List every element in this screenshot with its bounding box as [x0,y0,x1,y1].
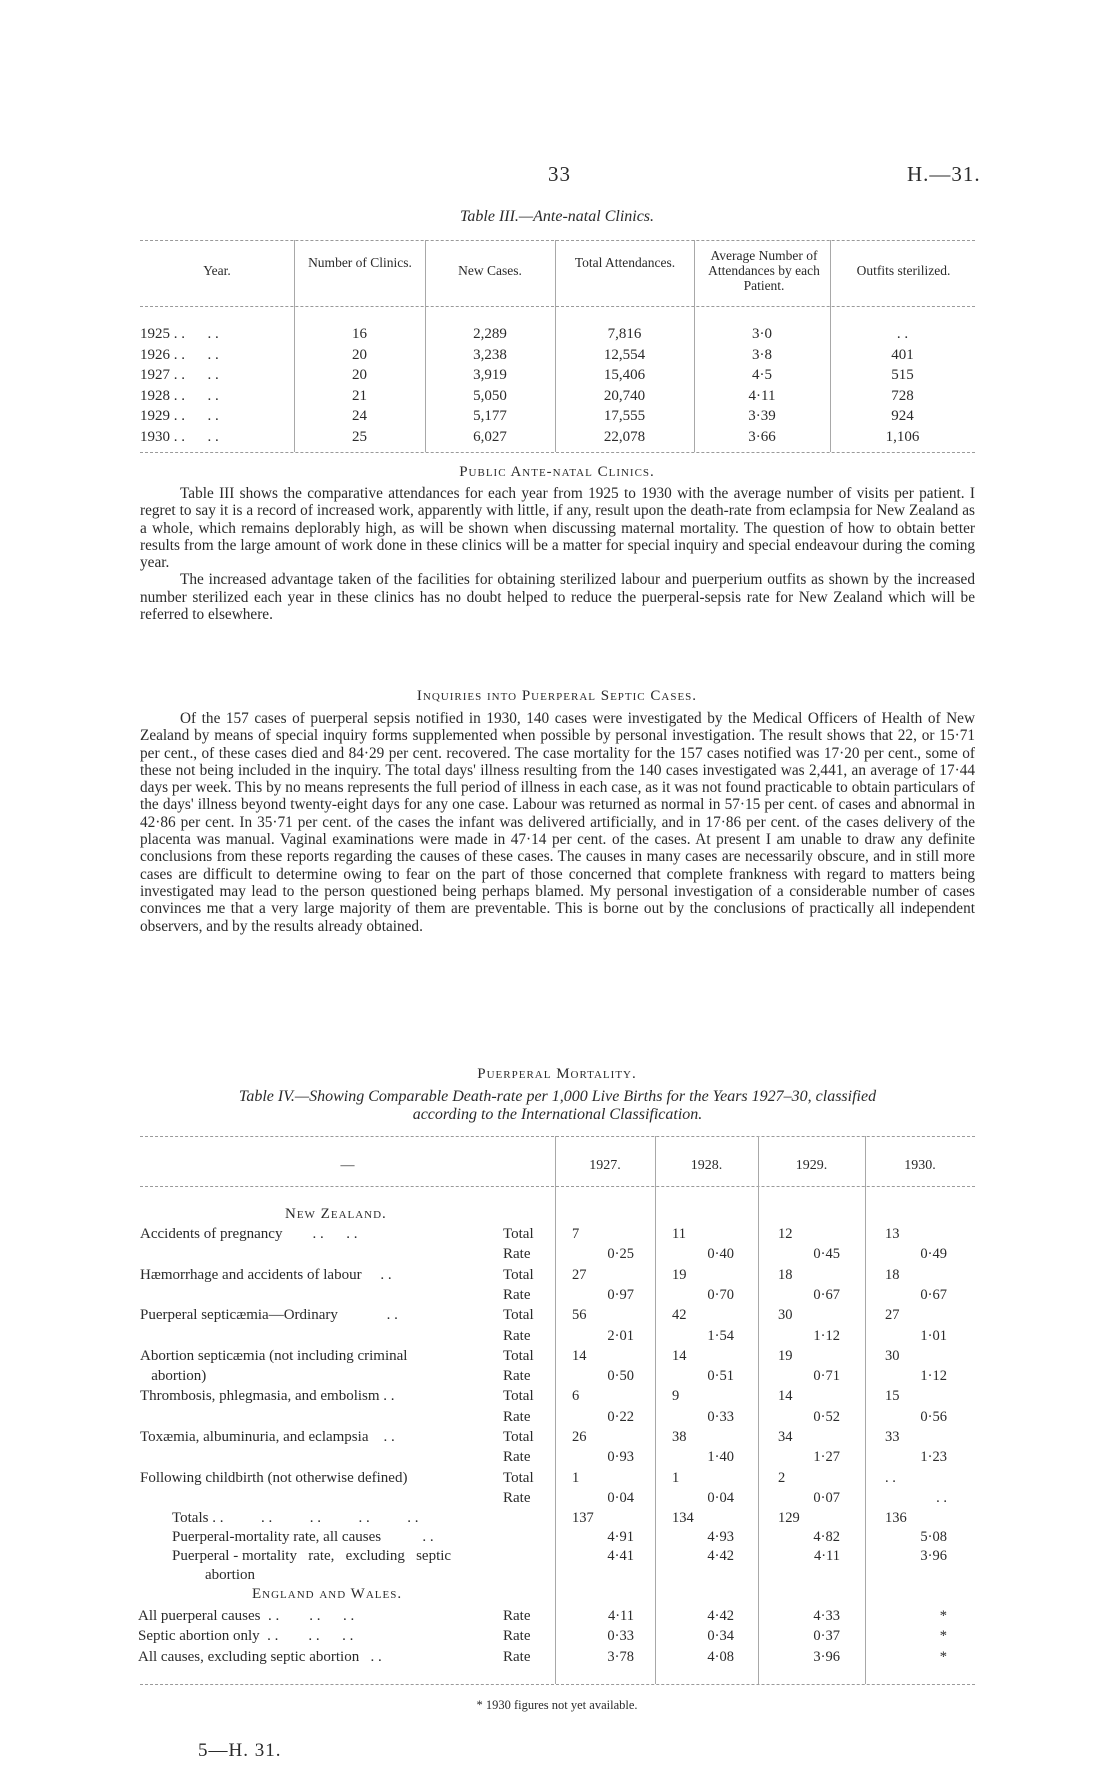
table-3-header-year: Year. [203,263,231,278]
table-4-value-cell: 4·42 [707,1548,734,1564]
table-4-value-cell: * [939,1628,947,1645]
table-3-year-cell: 1930 . . . . [140,428,219,445]
table-4-value-cell: 12 [778,1226,793,1242]
table-4-row-kind: Total [503,1266,534,1283]
table-4-col-divider [758,1136,759,1684]
table-4-row-kind: Rate [503,1327,531,1344]
table-4-col-divider [555,1136,556,1684]
table-4-value-cell: 1·12 [920,1368,947,1385]
table-4-value-cell: 1 [572,1469,580,1486]
table-4-row-kind: Total [503,1388,534,1405]
table-4-value-cell: 0·97 [607,1286,634,1303]
table-4-value-cell: 19 [778,1347,793,1364]
table-4-value-cell: 1·27 [813,1449,840,1466]
table-4-value-cell: 1·40 [707,1449,734,1466]
table-4-value-cell: 27 [572,1266,587,1283]
table-4-row-kind: Total [503,1226,534,1242]
table-4-value-cell: 4·11 [813,1548,840,1564]
table-4-row-label: Accidents of pregnancy . . . . [140,1226,358,1242]
table-4-value-cell: 4·93 [707,1529,734,1545]
table-4-bottom-rule [140,1684,975,1685]
table-4-row-kind: Rate [503,1449,531,1466]
table-4-value-cell: * [939,1648,947,1665]
table-4-value-cell: 0·37 [813,1628,840,1645]
table-4-value-cell: 0·49 [920,1246,947,1263]
table-4-value-cell: 9 [672,1388,680,1405]
table-3-cell: 3·8 [752,346,772,363]
table-3-cell: 3,238 [473,346,507,363]
table-4-value-cell: . . [885,1469,896,1486]
table-4-caption-line: according to the International Classification. [412,1106,703,1123]
table-4-value-cell: 0·04 [607,1489,634,1506]
table-4-caption [140,1088,975,1124]
table-4-value-cell: 0·93 [607,1449,634,1466]
table-4-value-cell: 137 [572,1510,594,1526]
table-3-cell: 3·66 [748,428,776,445]
table-4-value-cell: 0·71 [813,1368,840,1385]
table-3-header-rule [140,306,975,307]
table-4-value-cell: 26 [572,1429,587,1445]
table-3-cell: 515 [891,367,914,383]
table-4-value-cell: 18 [778,1266,793,1283]
table-4-row-label: Abortion septicæmia (not including criminal [140,1347,408,1364]
table-3-cell: 4·5 [752,367,772,383]
table-4-row-kind: Rate [503,1628,531,1645]
table-3-cell: 1,106 [885,428,920,445]
table-3-caption: Table III.—Ante-natal Clinics. [459,208,655,225]
table-4-value-cell: 4·91 [607,1529,634,1545]
table-4-value-cell: 1 [672,1469,680,1486]
table-4-row-kind: Rate [503,1246,531,1263]
paragraph: The increased advantage taken of the facilities for obtaining sterilized labour and puerperium outfits as shown by the increased number sterilized each year in these clinics has no doubt helped to reduce the puerperal-sepsis rate for New Zealand which will be referred to elsewhere. [140,571,975,624]
table-4-value-cell: 0·51 [707,1368,734,1385]
paragraph: Table III shows the comparative attendances for each year from 1925 to 1930 with the average number of visits per patient. I regret to say it is a record of increased work, apparently with little, if any, result upon the death-rate from eclampsia for New Zealand as a whole, which remains deplorably high, as will be shown when discussing maternal mortality. The question of how to obtain better results from the large amount of work done in these clinics will be a matter for special inquiry and special endeavour during the coming year. [140,485,975,572]
table-3-bottom-rule [140,452,975,453]
table-4-value-cell: 4·11 [607,1608,634,1624]
table-4-value-cell: 0·22 [607,1408,634,1425]
table-3-cell: 728 [891,387,914,404]
table-4-row-kind: Rate [503,1608,531,1624]
table-4-value-cell: 0·34 [707,1628,734,1645]
table-4-value-cell: 4·41 [607,1548,634,1564]
table-4-value-cell: 6 [572,1388,580,1405]
table-4-value-cell: 27 [885,1307,900,1324]
table-4-row-kind: Total [503,1469,534,1486]
table-3-cell: 17,555 [603,408,646,424]
table-3-cell: 12,554 [603,346,646,363]
table-4-value-cell: 14 [778,1388,793,1405]
table-3-year-cell: 1927 . . . . [140,367,219,383]
page-number: 33 [548,162,571,186]
table-3-cell: 4·11 [748,387,776,404]
table-4-row-label: Toxæmia, albuminuria, and eclampsia . . [140,1429,395,1445]
table-3-cell: 2,289 [473,326,507,342]
table-4-value-cell: 0·56 [920,1408,947,1425]
table-4-header-1927: 1927. [589,1158,621,1173]
table-4-value-cell: 0·40 [707,1246,734,1263]
table-4-row-kind: Rate [503,1408,531,1425]
table-4-value-cell: 134 [672,1510,694,1526]
table-4-row-kind: Total [503,1307,534,1324]
table-4-row-label: Hæmorrhage and accidents of labour . . [140,1266,392,1283]
table-4-value-cell: 42 [672,1307,687,1324]
table-4-value-cell: 0·67 [813,1286,840,1303]
table-4-value-cell: 3·96 [920,1548,947,1564]
table-4-caption-line: Table IV.—Showing Comparable Death-rate per 1,000 Live Births for the Years 1927–30, classified [238,1088,877,1105]
table-4-value-cell: 56 [572,1307,587,1324]
table-3-header-average: Average Number of Attendances by each Patient. [708,248,820,293]
table-3-header-attendances: Total Attendances. [574,255,676,270]
table-3-cell: 401 [891,346,914,363]
table-4-row-label: Septic abortion only . . . . . . [138,1628,354,1645]
table-4-value-cell: 136 [885,1510,907,1526]
table-4-value-cell: 0·67 [920,1286,947,1303]
table-4-value-cell: 4·42 [707,1608,734,1624]
table-4-row-kind: Rate [503,1648,531,1665]
table-3-cell: 24 [352,408,367,424]
table-4-value-cell: 4·82 [813,1529,840,1545]
table-4-value-cell: 0·33 [607,1628,634,1645]
table-4-value-cell: 1·12 [813,1327,840,1344]
table-3-cell: 25 [352,428,367,445]
table-4-value-cell: 0·07 [813,1489,840,1506]
table-4-value-cell: 30 [778,1307,793,1324]
printer-signature: 5—H. 31. [198,1740,282,1761]
table-3-cell: 20 [352,367,367,383]
table-4-value-cell: 1·23 [920,1449,947,1466]
table-3-cell: 7,816 [607,326,642,342]
section-ante-natal-text [140,485,975,623]
table-3-cell: 16 [352,326,367,342]
table-4-value-cell: 0·70 [707,1286,734,1303]
table-4-row-label: Thrombosis, phlegmasia, and embolism . . [140,1388,395,1405]
table-3-header-outfits: Outfits sterilized. [856,263,951,278]
table-4-value-cell: 0·52 [813,1408,840,1425]
table-4-value-cell: 30 [885,1347,900,1364]
table-3-year-cell: 1926 . . . . [140,346,219,363]
table-4-value-cell: 13 [885,1226,900,1242]
table-4-value-cell: * [939,1608,947,1624]
table-3-top-rule [140,240,975,241]
table-4-header-1929: 1929. [795,1158,828,1173]
table-4-row-label: Puerperal-mortality rate, all causes . . [172,1529,434,1545]
table-3-cell: 3·0 [752,326,772,342]
table-4-row-kind: Rate [503,1286,531,1303]
table-3-cell: 3·39 [748,408,776,424]
table-4-row-label: All puerperal causes . . . . . . [138,1608,355,1624]
table-3-cell: 15,406 [603,367,646,383]
table-3-cell: 924 [891,408,914,424]
table-4-value-cell: 2·01 [607,1327,634,1344]
table-4-value-cell: 11 [672,1226,686,1242]
table-3-header-new-cases: New Cases. [458,263,522,278]
table-4-value-cell: 14 [672,1347,687,1364]
table-4-value-cell: . . [936,1489,947,1506]
table-4-value-cell: 0·04 [707,1489,734,1506]
table-3-year-cell: 1928 . . . . [140,387,219,404]
table-4-value-cell: 18 [885,1266,900,1283]
table-4-row-label: Puerperal - mortality rate, excluding septic [172,1548,452,1564]
table-4-value-cell: 7 [572,1226,580,1242]
table-3-cell: 6,027 [473,428,507,445]
table-4-value-cell: 38 [672,1429,687,1445]
table-4-value-cell: 0·25 [607,1246,634,1263]
table-4-value-cell: 2 [778,1469,786,1486]
section-heading-inquiries: Inquiries into Puerperal Septic Cases. [416,688,698,704]
table-4-value-cell: 3·78 [607,1648,634,1665]
table-3-cell: 20,740 [603,387,646,404]
table-4-value-cell: 0·45 [813,1246,840,1263]
table-4-row-label: abortion [205,1567,255,1583]
table-4-row-kind: Rate [503,1368,531,1385]
table-4-value-cell: 1·01 [920,1327,947,1344]
section-heading-mortality: Puerperal Mortality. [477,1066,637,1082]
table-4-ew-heading: England and Wales. [252,1586,403,1602]
table-4-row-kind: Rate [503,1489,531,1506]
table-4-value-cell: 4·08 [707,1648,734,1665]
table-4-nz-heading: New Zealand. [285,1206,387,1222]
table-4-value-cell: 34 [778,1429,793,1445]
table-3-cell: 22,078 [603,428,646,445]
table-4-value-cell: 5·08 [920,1529,947,1545]
table-4-header-rule [140,1186,975,1187]
table-4-row-kind: Total [503,1347,534,1364]
table-4-row-label: abortion) [140,1368,207,1385]
table-4-row-label: Following childbirth (not otherwise defined) [140,1469,408,1486]
table-4-header-1928: 1928. [690,1158,723,1173]
table-4-footnote: * 1930 figures not yet available. [476,1698,638,1712]
table-4-value-cell: 19 [672,1266,687,1283]
table-4-value-cell: 0·50 [607,1368,634,1385]
table-4-row-label: Totals . . . . . . . . . . [172,1510,419,1526]
table-3-cell: 5,177 [473,408,507,424]
table-3-header-clinics: Number of Clinics. [308,255,412,270]
table-4-top-rule [140,1136,975,1137]
document-reference: H.—31. [907,162,981,186]
table-4-header-dash: — [340,1158,355,1173]
table-4-value-cell: 129 [778,1510,800,1526]
table-4-row-label: Puerperal septicæmia—Ordinary . . [140,1307,398,1324]
table-4-value-cell: 33 [885,1429,900,1445]
table-4-row-kind: Total [503,1429,534,1445]
table-4-value-cell: 4·33 [813,1608,840,1624]
section-heading-ante-natal: Public Ante-natal Clinics. [459,464,655,480]
section-inquiries-text [140,710,975,935]
table-3-cell: . . [896,326,909,342]
table-4-value-cell: 0·33 [707,1408,734,1425]
table-4-col-divider [865,1136,866,1684]
table-3-year-cell: 1925 . . . . [140,326,219,342]
paragraph: Of the 157 cases of puerperal sepsis notified in 1930, 140 cases were investigated by the Medical Officers of Health of New Zealand by means of special inquiry forms supplemented when possible by personal investigation. The result shows that 22, or 15·71 per cent., of these cases died and 84·29 per cent. recovered. The case mortality for the 157 cases notified was 17·20 per cent., some of these not being included in the inquiry. The total days' illness resulting from the 140 cases investigated was 2,441, an average of 17·44 days per week. This by no means represents the full period of illness in each case, as it was not found practicable to obtain particulars of the days' illness beyond twenty-eight days for any one case. Labour was returned as normal in 57·15 per cent. of cases and abnormal in 42·86 per cent. In 35·71 per cent. of the cases the infant was delivered artificially, and in 17·86 per cent. of the cases delivery of the placenta was manual. Vaginal examinations were made in 47·14 per cent. of the cases. At present I am unable to draw any definite conclusions from these reports regarding the causes of these cases. The causes in many cases are necessarily obscure, and in still more cases are difficult to determine owing to fear on the part of those concerned that complete frankness with regard to matters being investigated may lead to the person questioned being perhaps blamed. My personal investigation of a considerable number of cases convinces me that a very large majority of them are preventable. This is borne out by the conclusions of practically all independent observers, and by the results already obtained. [140,710,975,935]
table-4-row-label: All causes, excluding septic abortion . . [138,1648,382,1665]
table-4-col-divider [655,1136,656,1684]
table-3-cell: 21 [352,387,367,404]
table-3-cell: 3,919 [473,367,507,383]
table-4-value-cell: 3·96 [813,1648,840,1665]
table-4-value-cell: 1·54 [707,1327,734,1344]
table-3-cell: 20 [352,346,367,363]
table-3-cell: 5,050 [473,387,507,404]
table-4-header-1930: 1930. [904,1158,936,1173]
table-3-year-cell: 1929 . . . . [140,408,219,424]
table-4-value-cell: 14 [572,1347,587,1364]
table-4-value-cell: 15 [885,1388,900,1405]
